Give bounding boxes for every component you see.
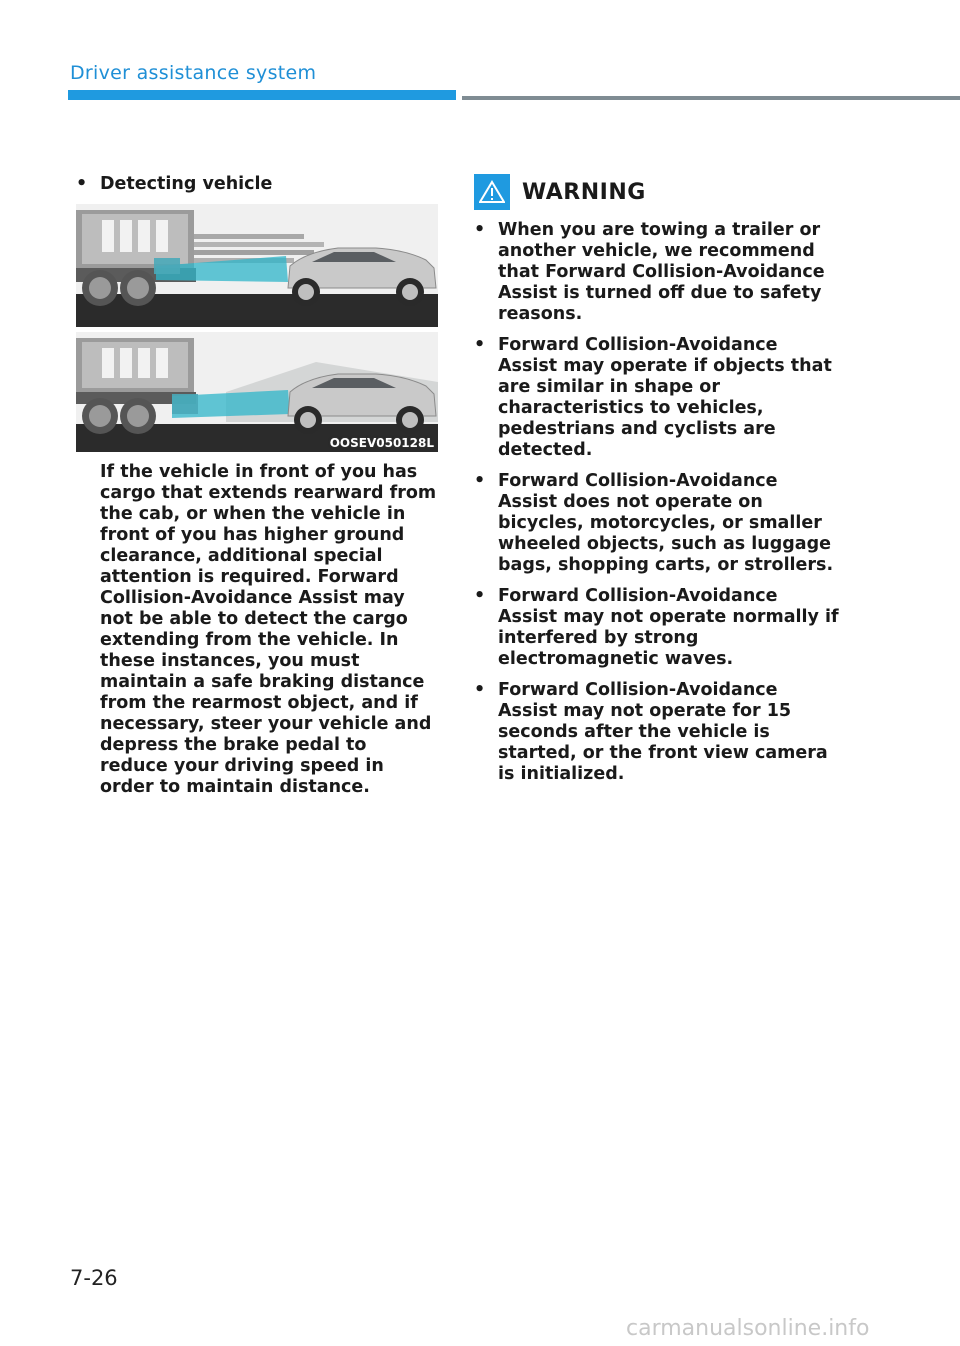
warning-header: [474, 172, 840, 212]
bullet-mark: •: [474, 680, 486, 700]
bullet-mark: •: [474, 471, 486, 491]
bullet-mark: •: [474, 335, 486, 355]
warning-label: WARNING: [522, 179, 646, 205]
warning-column: [474, 172, 840, 795]
warning-item-text: Forward Collision-Avoidance Assist does not operate on bicycles, motorcycles, or smaller wheeled objects, such as luggage bags, shopping carts, or strollers.: [498, 471, 834, 575]
bullet-mark: •: [474, 586, 486, 606]
warning-list: [474, 220, 840, 785]
warning-item-text: Forward Collision-Avoidance Assist may not operate normally if interfered by strong electromagnetic waves.: [498, 586, 839, 669]
left-column: [76, 172, 438, 798]
heading-text: Detecting vehicle: [100, 174, 273, 194]
body-paragraph: If the vehicle in front of you has cargo that extends rearward from the cab, or when the vehicle in front of you has higher ground clearance, additional special attention is required. Forward Collision-Avoidance Assist may not be able to detect the cargo extending from the vehicle. In these instances, you must maintain a safe braking distance from the rearmost object, and if necessary, steer your vehicle and depress the brake pedal to reduce your driving speed in order to maintain distance.: [100, 462, 437, 797]
warning-item-text: Forward Collision-Avoidance Assist may operate if objects that are similar in shape or characteristics to vehicles, pedestrians and cyclists are detected.: [498, 335, 832, 460]
watermark: carmanualsonline.info: [626, 1316, 870, 1341]
illustration-high-cargo: [76, 204, 438, 327]
section-title: Driver assistance system: [70, 62, 317, 84]
bullet-mark: •: [474, 220, 486, 240]
warning-item-text: When you are towing a trailer or another vehicle, we recommend that Forward Collision-Avoidance Assist is turned off due to safety reasons.: [498, 220, 825, 324]
bullet-heading: [76, 172, 438, 196]
truck-car-illustration-1: [76, 204, 438, 327]
list-item: [474, 680, 840, 785]
list-item: [474, 471, 840, 576]
list-item: [474, 335, 840, 461]
list-item: [474, 220, 840, 325]
page-number: 7-26: [70, 1266, 118, 1290]
header-rule-accent: [68, 90, 456, 100]
warning-triangle-icon: [474, 174, 510, 210]
truck-car-illustration-2: [76, 332, 438, 452]
figure-code: OOSEV050128L: [329, 436, 434, 450]
illustration-high-clearance: [76, 332, 438, 452]
list-item: [474, 586, 840, 670]
warning-item-text: Forward Collision-Avoidance Assist may not operate for 15 seconds after the vehicle is started, or the front view camera is initialized.: [498, 680, 828, 784]
header-rule-gray: [462, 96, 960, 100]
bullet-mark: •: [76, 174, 88, 194]
